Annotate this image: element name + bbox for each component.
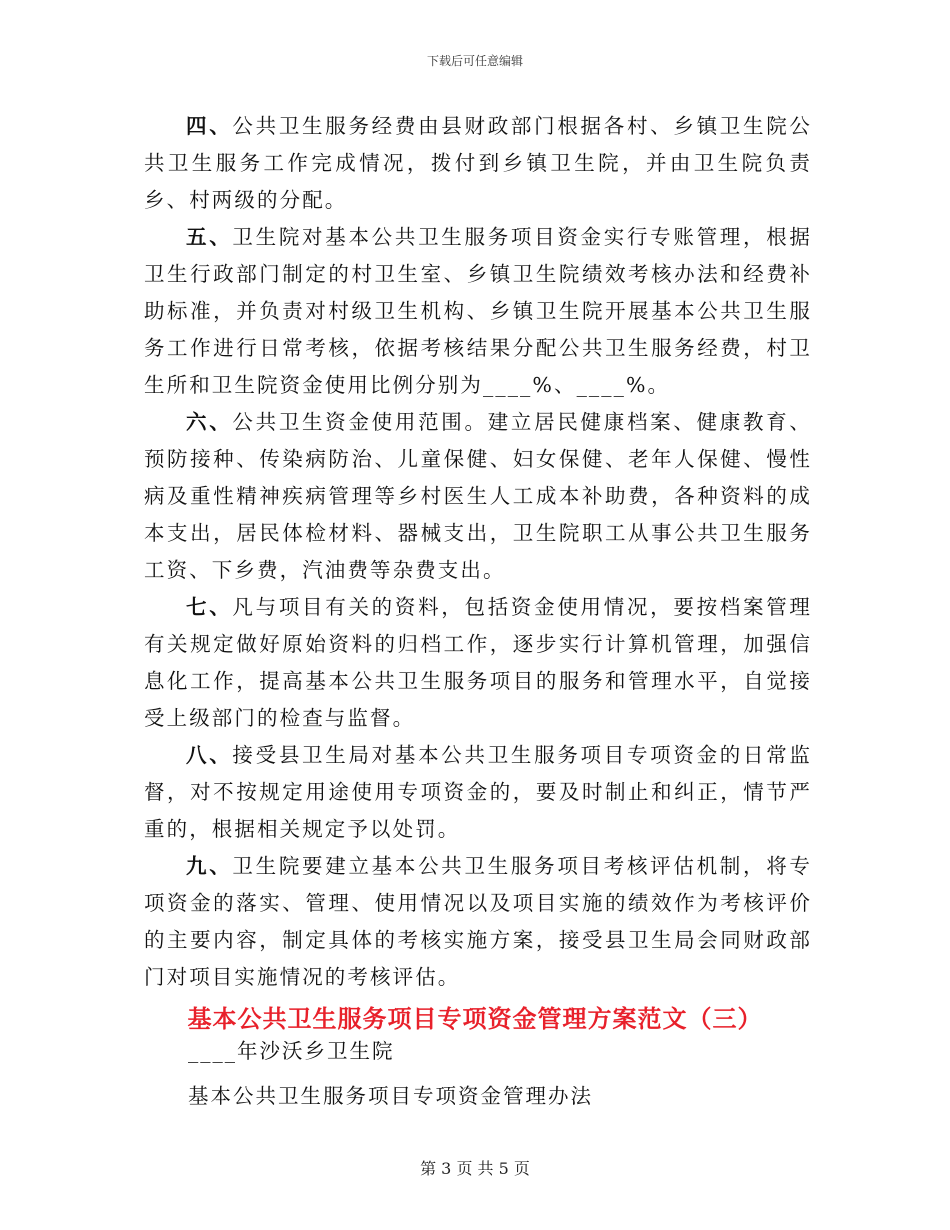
paragraph-8 (144, 737, 812, 848)
paragraph-lead: 四、 (186, 114, 233, 138)
paragraph-text: 公共卫生服务经费由县财政部门根据各村、乡镇卫生院公共卫生服务工作完成情况，拨付到乡镇卫生院，并由卫生院负责乡、村两级的分配。 (144, 114, 813, 212)
page-header: 下载后可任意编辑 (426, 54, 523, 68)
page-footer: 第 3 页 共 5 页 (420, 1159, 530, 1178)
paragraph-lead: 九、 (186, 854, 233, 878)
paragraph-6 (144, 404, 812, 589)
paragraph-text: 卫生院要建立基本公共卫生服务项目考核评估机制，将专项资金的落实、管理、使用情况以及项目实施的绩效作为考核评价的主要内容，制定具体的考核实施方案，接受县卫生局会同财政部门对项目实施情况的考核评估。 (144, 854, 813, 989)
paragraph-7 (144, 589, 812, 737)
paragraph-text: 凡与项目有关的资料，包括资金使用情况，要按档案管理有关规定做好原始资料的归档工作，逐步实行计算机管理，加强信息化工作，提高基本公共卫生服务项目的服务和管理水平，自觉接受上级部门的检查与监督。 (144, 595, 813, 730)
paragraph-lead: 八、 (186, 743, 233, 767)
regulation-title-line: 基本公共卫生服务项目专项资金管理办法 (188, 1084, 593, 1108)
paragraph-text: 卫生院对基本公共卫生服务项目资金实行专账管理，根据卫生行政部门制定的村卫生室、乡镇卫生院绩效考核办法和经费补助标准，并负责对村级卫生机构、乡镇卫生院开展基本公共卫生服务工作进行日常考核，依据考核结果分配公共卫生服务经费，村卫生所和卫生院资金使用比例分别为____%、____%。 (144, 225, 813, 397)
paragraph-5 (144, 219, 812, 404)
document-body (144, 108, 812, 996)
section-title: 基本公共卫生服务项目专项资金管理方案范文（三） (187, 1004, 763, 1033)
paragraph-4 (144, 108, 812, 219)
paragraph-lead: 五、 (186, 225, 233, 249)
hospital-line: ____年沙沃乡卫生院 (188, 1039, 395, 1063)
paragraph-lead: 七、 (186, 595, 233, 619)
paragraph-9 (144, 848, 812, 996)
paragraph-text: 公共卫生资金使用范围。建立居民健康档案、健康教育、预防接种、传染病防治、儿童保健、妇女保健、老年人保健、慢性病及重性精神疾病管理等乡村医生人工成本补助费，各种资料的成本支出，居民体检材料、器械支出，卫生院职工从事公共卫生服务工资、下乡费，汽油费等杂费支出。 (144, 410, 813, 582)
paragraph-lead: 六、 (186, 410, 233, 434)
paragraph-text: 接受县卫生局对基本公共卫生服务项目专项资金的日常监督，对不按规定用途使用专项资金的，要及时制止和纠正，情节严重的，根据相关规定予以处罚。 (144, 743, 813, 841)
